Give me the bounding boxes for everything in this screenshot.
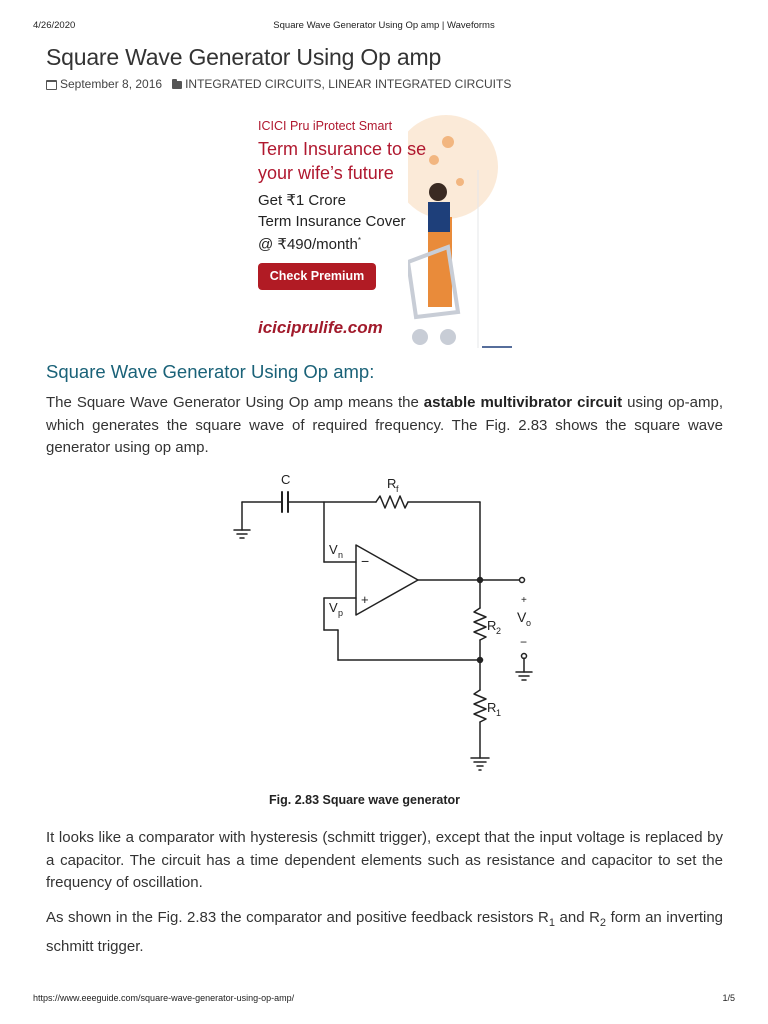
resistor-rf (376, 496, 408, 508)
label-vn-sub: n (338, 550, 344, 560)
paragraph-comparator: It looks like a comparator with hysteresis (schmitt trigger), except that the input voltage is replaced by a capacitor. The circuit has a time dependent elements such as resistance and capacitor to set the frequency of oscillation. (46, 829, 723, 891)
folder-icon (172, 81, 182, 89)
post-meta (46, 77, 511, 91)
figure-caption: Fig. 2.83 Square wave generator (269, 793, 461, 807)
ad-offer-line1: Get ₹1 Crore (258, 192, 346, 209)
capacitor-c (282, 492, 288, 512)
ad-offer-line2: Term Insurance Cover (258, 213, 406, 230)
label-rf: R (387, 476, 397, 491)
label-vp-sub: p (338, 608, 344, 618)
label-plus: + (361, 592, 369, 607)
label-vo: V (517, 609, 527, 625)
label-vp: V (329, 600, 338, 615)
circuit-diagram (230, 470, 540, 790)
calendar-icon (46, 80, 57, 90)
ad-headline-line2: your wife’s future (258, 163, 394, 183)
paragraph-intro: The Square Wave Generator Using Op amp means the astable multivibrator circuit using op-amp, which generates the square wave of required frequency. The Fig. 2.83 shows the square wave generator using op amp. (46, 394, 723, 456)
ad-headline (258, 137, 426, 185)
label-r2: R (487, 618, 497, 633)
check-premium-button[interactable]: Check Premium (258, 263, 376, 290)
ad-url[interactable]: iciciprulife.com (258, 318, 383, 337)
label-r2-sub: 2 (496, 626, 502, 636)
ground-symbol-left (234, 502, 250, 538)
label-vo-plus: + (521, 595, 527, 606)
resistor-r2 (474, 608, 486, 640)
label-c: C (281, 472, 291, 487)
label-r1: R (487, 700, 497, 715)
advertisement[interactable] (258, 112, 528, 350)
print-header (0, 20, 768, 34)
label-vo-sub: o (526, 618, 532, 628)
bold-term: astable multivibrator circuit (423, 394, 623, 411)
ad-headline-line1: Term Insurance to se (258, 139, 427, 159)
page-number: 1/5 (722, 993, 735, 1003)
label-minus: − (361, 553, 370, 569)
print-date: 4/26/2020 (33, 20, 76, 31)
print-page-title: Square Wave Generator Using Op amp | Waveforms (273, 20, 495, 31)
footer-url: https://www.eeeguide.com/square-wave-generator-using-op-amp/ (33, 993, 295, 1003)
article-title: Square Wave Generator Using Op amp (46, 44, 442, 70)
category-links[interactable]: INTEGRATED CIRCUITS, LINEAR INTEGRATED CIRCUITS (185, 77, 512, 91)
ad-offer-line3: @ ₹490/month* (258, 236, 361, 253)
section-heading: Square Wave Generator Using Op amp: (46, 361, 375, 382)
ground-symbol-bottom (471, 758, 489, 770)
label-rf-sub: f (396, 484, 399, 494)
ground-symbol-output (516, 658, 532, 680)
resistor-r1 (474, 690, 486, 722)
paragraph-schmitt: As shown in the Fig. 2.83 the comparator and positive feedback resistors $R_1$ and $R_2$ form an inverting schmitt trigger. (46, 909, 724, 955)
label-vo-minus: − (520, 635, 528, 649)
ad-brand: ICICI Pru iProtect Smart (258, 119, 393, 133)
post-date: September 8, 2016 (60, 77, 163, 91)
label-vn: V (329, 542, 338, 557)
label-r1-sub: 1 (496, 708, 502, 718)
